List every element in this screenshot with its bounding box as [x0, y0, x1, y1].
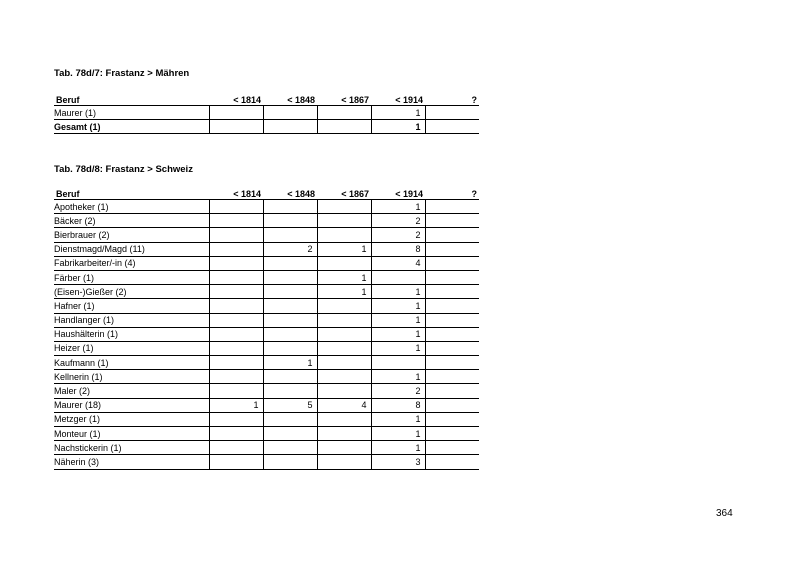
value-cell	[209, 341, 263, 355]
table-row	[54, 106, 479, 120]
value-cell: 3	[371, 455, 425, 469]
value-cell	[209, 256, 263, 270]
value-cell: 2	[263, 242, 317, 256]
value-cell	[209, 285, 263, 299]
value-cell: 1	[317, 285, 371, 299]
value-cell	[317, 370, 371, 384]
row-label-cell: Maler (2)	[54, 384, 209, 398]
value-cell	[263, 120, 317, 134]
value-cell: 1	[371, 441, 425, 455]
value-cell: 1	[371, 285, 425, 299]
row-label-cell: (Eisen-)Gießer (2)	[54, 285, 209, 299]
value-cell	[263, 285, 317, 299]
value-cell	[209, 299, 263, 313]
value-cell	[263, 200, 317, 214]
value-cell	[317, 455, 371, 469]
value-cell	[317, 106, 371, 120]
row-label-cell: Näherin (3)	[54, 455, 209, 469]
value-cell: 1	[371, 299, 425, 313]
row-label-cell: Bäcker (2)	[54, 214, 209, 228]
value-cell	[209, 200, 263, 214]
value-cell: 8	[371, 398, 425, 412]
value-cell	[263, 455, 317, 469]
column-header: ?	[425, 91, 479, 106]
table-row	[54, 299, 479, 313]
value-cell	[317, 256, 371, 270]
value-cell	[425, 270, 479, 284]
value-cell	[209, 313, 263, 327]
row-label-cell: Bierbrauer (2)	[54, 228, 209, 242]
value-cell	[263, 427, 317, 441]
value-cell	[317, 441, 371, 455]
value-cell	[209, 384, 263, 398]
value-cell	[263, 256, 317, 270]
value-cell: 1	[371, 106, 425, 120]
row-label-cell: Maurer (1)	[54, 106, 209, 120]
value-cell	[263, 384, 317, 398]
value-cell	[425, 200, 479, 214]
value-cell: 2	[371, 214, 425, 228]
value-cell	[263, 214, 317, 228]
value-cell	[263, 106, 317, 120]
row-label-cell: Heizer (1)	[54, 341, 209, 355]
row-label-cell: Färber (1)	[54, 270, 209, 284]
value-cell: 1	[371, 313, 425, 327]
value-cell	[317, 341, 371, 355]
value-cell	[209, 455, 263, 469]
table-row	[54, 341, 479, 355]
row-label-cell: Monteur (1)	[54, 427, 209, 441]
value-cell	[317, 313, 371, 327]
value-cell	[371, 356, 425, 370]
value-cell	[425, 384, 479, 398]
value-cell	[209, 214, 263, 228]
column-header-beruf: Beruf	[54, 185, 209, 200]
value-cell: 1	[371, 341, 425, 355]
value-cell	[209, 412, 263, 426]
column-header: < 1814	[209, 91, 263, 106]
table-header-row	[54, 91, 479, 106]
table-caption: Tab. 78d/8: Frastanz > Schweiz	[54, 164, 193, 175]
value-cell: 1	[209, 398, 263, 412]
value-cell: 2	[371, 228, 425, 242]
column-header: ?	[425, 185, 479, 200]
value-cell	[263, 327, 317, 341]
value-cell	[317, 384, 371, 398]
value-cell	[317, 299, 371, 313]
value-cell	[263, 441, 317, 455]
table-row	[54, 384, 479, 398]
value-cell	[317, 327, 371, 341]
data-table	[54, 91, 479, 134]
table-row	[54, 412, 479, 426]
value-cell: 1	[317, 270, 371, 284]
value-cell: 1	[317, 242, 371, 256]
row-label-cell: Fabrikarbeiter/-in (4)	[54, 256, 209, 270]
table-row	[54, 327, 479, 341]
row-label-cell: Maurer (18)	[54, 398, 209, 412]
table-row	[54, 200, 479, 214]
value-cell	[209, 356, 263, 370]
row-label-cell: Kaufmann (1)	[54, 356, 209, 370]
value-cell	[263, 313, 317, 327]
value-cell	[263, 412, 317, 426]
page-number: 364	[716, 508, 733, 519]
value-cell	[425, 441, 479, 455]
value-cell	[371, 270, 425, 284]
value-cell: 4	[317, 398, 371, 412]
value-cell: 1	[371, 200, 425, 214]
value-cell	[209, 370, 263, 384]
value-cell	[209, 441, 263, 455]
value-cell	[425, 313, 479, 327]
table-row	[54, 427, 479, 441]
value-cell	[209, 327, 263, 341]
value-cell	[425, 285, 479, 299]
value-cell	[425, 412, 479, 426]
value-cell	[263, 270, 317, 284]
data-table	[54, 185, 479, 470]
row-label-cell: Haushälterin (1)	[54, 327, 209, 341]
value-cell	[317, 356, 371, 370]
table-row	[54, 214, 479, 228]
value-cell	[425, 356, 479, 370]
table-row	[54, 242, 479, 256]
table-row	[54, 356, 479, 370]
value-cell	[209, 106, 263, 120]
value-cell: 1	[371, 327, 425, 341]
row-label-cell: Dienstmagd/Magd (11)	[54, 242, 209, 256]
column-header: < 1914	[371, 185, 425, 200]
column-header-beruf: Beruf	[54, 91, 209, 106]
value-cell	[425, 299, 479, 313]
total-row	[54, 120, 479, 134]
value-cell	[425, 370, 479, 384]
value-cell	[425, 327, 479, 341]
table-row	[54, 313, 479, 327]
row-label-cell: Metzger (1)	[54, 412, 209, 426]
value-cell	[209, 270, 263, 284]
value-cell: 2	[371, 384, 425, 398]
table-header-row	[54, 185, 479, 200]
value-cell	[425, 427, 479, 441]
row-label-cell: Gesamt (1)	[54, 120, 209, 134]
value-cell: 4	[371, 256, 425, 270]
row-label-cell: Nachstickerin (1)	[54, 441, 209, 455]
table-row	[54, 441, 479, 455]
column-header: < 1814	[209, 185, 263, 200]
table-row	[54, 256, 479, 270]
row-label-cell: Apotheker (1)	[54, 200, 209, 214]
value-cell	[317, 412, 371, 426]
value-cell	[263, 228, 317, 242]
value-cell: 1	[371, 120, 425, 134]
value-cell: 8	[371, 242, 425, 256]
value-cell	[317, 214, 371, 228]
row-label-cell: Hafner (1)	[54, 299, 209, 313]
column-header: < 1848	[263, 91, 317, 106]
value-cell	[425, 214, 479, 228]
value-cell	[425, 106, 479, 120]
value-cell: 5	[263, 398, 317, 412]
value-cell	[209, 427, 263, 441]
value-cell	[425, 242, 479, 256]
value-cell	[263, 370, 317, 384]
value-cell	[317, 200, 371, 214]
value-cell	[317, 120, 371, 134]
value-cell: 1	[371, 370, 425, 384]
column-header: < 1848	[263, 185, 317, 200]
value-cell	[425, 228, 479, 242]
value-cell: 1	[371, 412, 425, 426]
table-row	[54, 270, 479, 284]
value-cell	[425, 341, 479, 355]
table-row	[54, 285, 479, 299]
value-cell	[425, 120, 479, 134]
value-cell	[317, 427, 371, 441]
table-row	[54, 455, 479, 469]
value-cell	[317, 228, 371, 242]
value-cell	[263, 341, 317, 355]
table-caption: Tab. 78d/7: Frastanz > Mähren	[54, 68, 190, 79]
table-row	[54, 370, 479, 384]
table-row	[54, 228, 479, 242]
row-label-cell: Kellnerin (1)	[54, 370, 209, 384]
row-label-cell: Handlanger (1)	[54, 313, 209, 327]
column-header: < 1914	[371, 91, 425, 106]
column-header: < 1867	[317, 185, 371, 200]
value-cell	[209, 228, 263, 242]
value-cell: 1	[371, 427, 425, 441]
value-cell	[209, 120, 263, 134]
column-header: < 1867	[317, 91, 371, 106]
value-cell	[425, 256, 479, 270]
value-cell	[209, 242, 263, 256]
table-row	[54, 398, 479, 412]
value-cell	[263, 299, 317, 313]
value-cell: 1	[263, 356, 317, 370]
value-cell	[425, 398, 479, 412]
value-cell	[425, 455, 479, 469]
